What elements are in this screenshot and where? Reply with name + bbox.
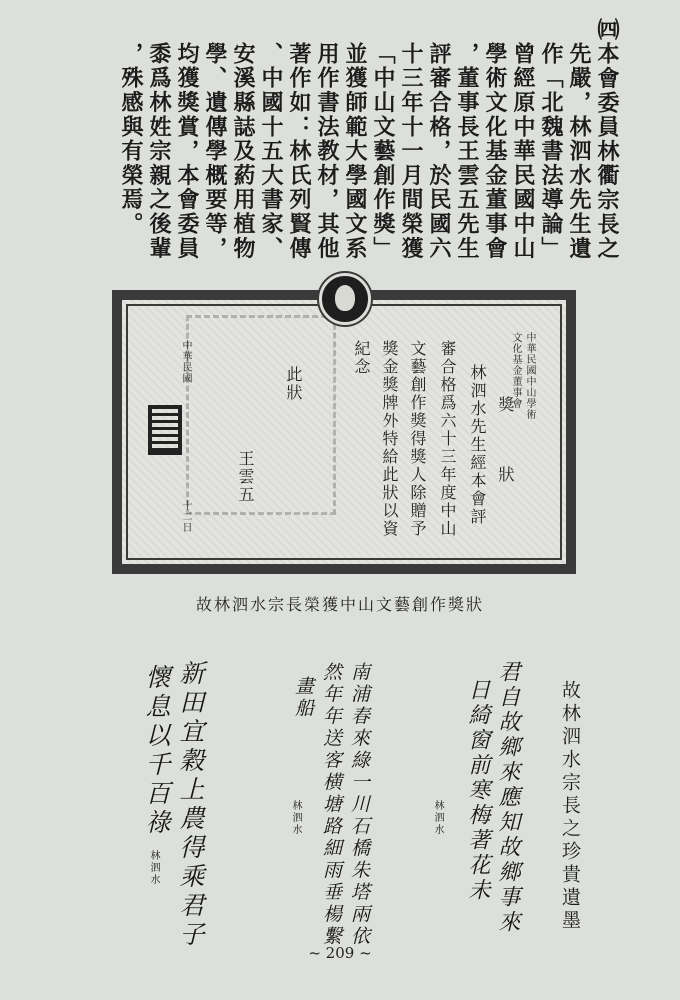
calligraphy-left-col-1: 新田宜穀上農得乘君子 [176, 660, 205, 950]
cert-sign-country: 中華民國 [180, 340, 191, 384]
cert-col-1: 林泗水先生經本會評 [468, 364, 487, 526]
calligraphy-left-col-2: 懷息以千百祿 [142, 664, 171, 838]
cert-col-3: 文藝創作獎得獎人除贈予 [408, 340, 427, 538]
article-col-17: 黍爲林姓宗親之後輩 [146, 42, 172, 261]
article-col-18: ，殊感與有榮焉。 [118, 42, 144, 237]
cert-issuer-1: 中華民國中山學術 [524, 332, 535, 420]
cert-date: 十二日 [180, 500, 191, 533]
portrait-medallion-icon [319, 273, 371, 325]
calligraphy-right-signature: 林泗水 [432, 800, 443, 836]
portrait-face [335, 285, 355, 311]
official-seal-icon [148, 405, 182, 455]
cert-word-zhuang: 狀 [496, 466, 515, 484]
cert-col-4: 獎金獎牌外特給此狀以資 [380, 340, 399, 538]
article-col-11: 用作書法教材，其他 [314, 42, 340, 261]
calligraphy-left-signature: 林泗水 [148, 850, 159, 886]
article-col-13: 、中國十五大書家、 [258, 42, 284, 261]
article-col-1: ㈣本會委員林衢宗長之 [594, 18, 620, 261]
article-col-3: 作「北魏書法導論」 [538, 42, 564, 261]
article-col-8: 十三年十一月間榮獲 [398, 42, 424, 261]
cert-chairman: 王雲五 [236, 450, 255, 504]
cert-col-5: 紀念 [352, 340, 371, 376]
calligraphy-right-col-1: 君自故鄉來應知故鄉事來 [495, 660, 520, 935]
article-col-7: 評審合格，於民國六 [426, 42, 452, 261]
calligraphy-mid-signature: 林泗水 [290, 800, 301, 836]
page-number: ~ 209 ~ [308, 944, 372, 962]
certificate-caption: 故林泗水宗長榮獲中山文藝創作獎狀 [195, 595, 484, 614]
cert-word-award: 獎 [496, 396, 515, 414]
calligraphy-mid-col-3: 畫船 [292, 676, 314, 720]
article-col-2: 先嚴，林泗水先生遺 [566, 42, 592, 261]
faded-stamp [186, 315, 336, 515]
article-col-12: 著作如：林氏列賢傳 [286, 42, 312, 261]
cert-col-6: 此狀 [284, 366, 303, 402]
article-col-10: 並獲師範大學國文系 [342, 42, 368, 261]
article-col-9: 「中山文藝創作獎」 [370, 42, 396, 261]
calligraphy-section-title: 故林泗水宗長之珍貴遺墨 [559, 680, 581, 933]
cert-issuer-2: 文化基金董事會 [510, 332, 521, 409]
article-col-15: 學、遺傳學概要等， [202, 42, 228, 261]
cert-col-2: 審合格爲六十三年度中山 [438, 340, 457, 538]
article-col-5: 學術文化基金董事會 [482, 42, 508, 261]
calligraphy-mid-col-2: 然年年送客横塘路細雨垂楊繫 [320, 662, 342, 948]
article-col-14: 安溪縣誌及葯用植物 [230, 42, 256, 261]
article-col-16: 均獲獎賞，本會委員 [174, 42, 200, 261]
article-col-6: ，董事長王雲五先生 [454, 42, 480, 261]
calligraphy-mid-col-1: 南浦春來綠一川石橋朱塔兩依 [348, 662, 370, 948]
calligraphy-right-col-2: 日綺窗前寒梅著花未 [465, 678, 490, 903]
article-col-4: 曾經原中華民國中山 [510, 42, 536, 261]
